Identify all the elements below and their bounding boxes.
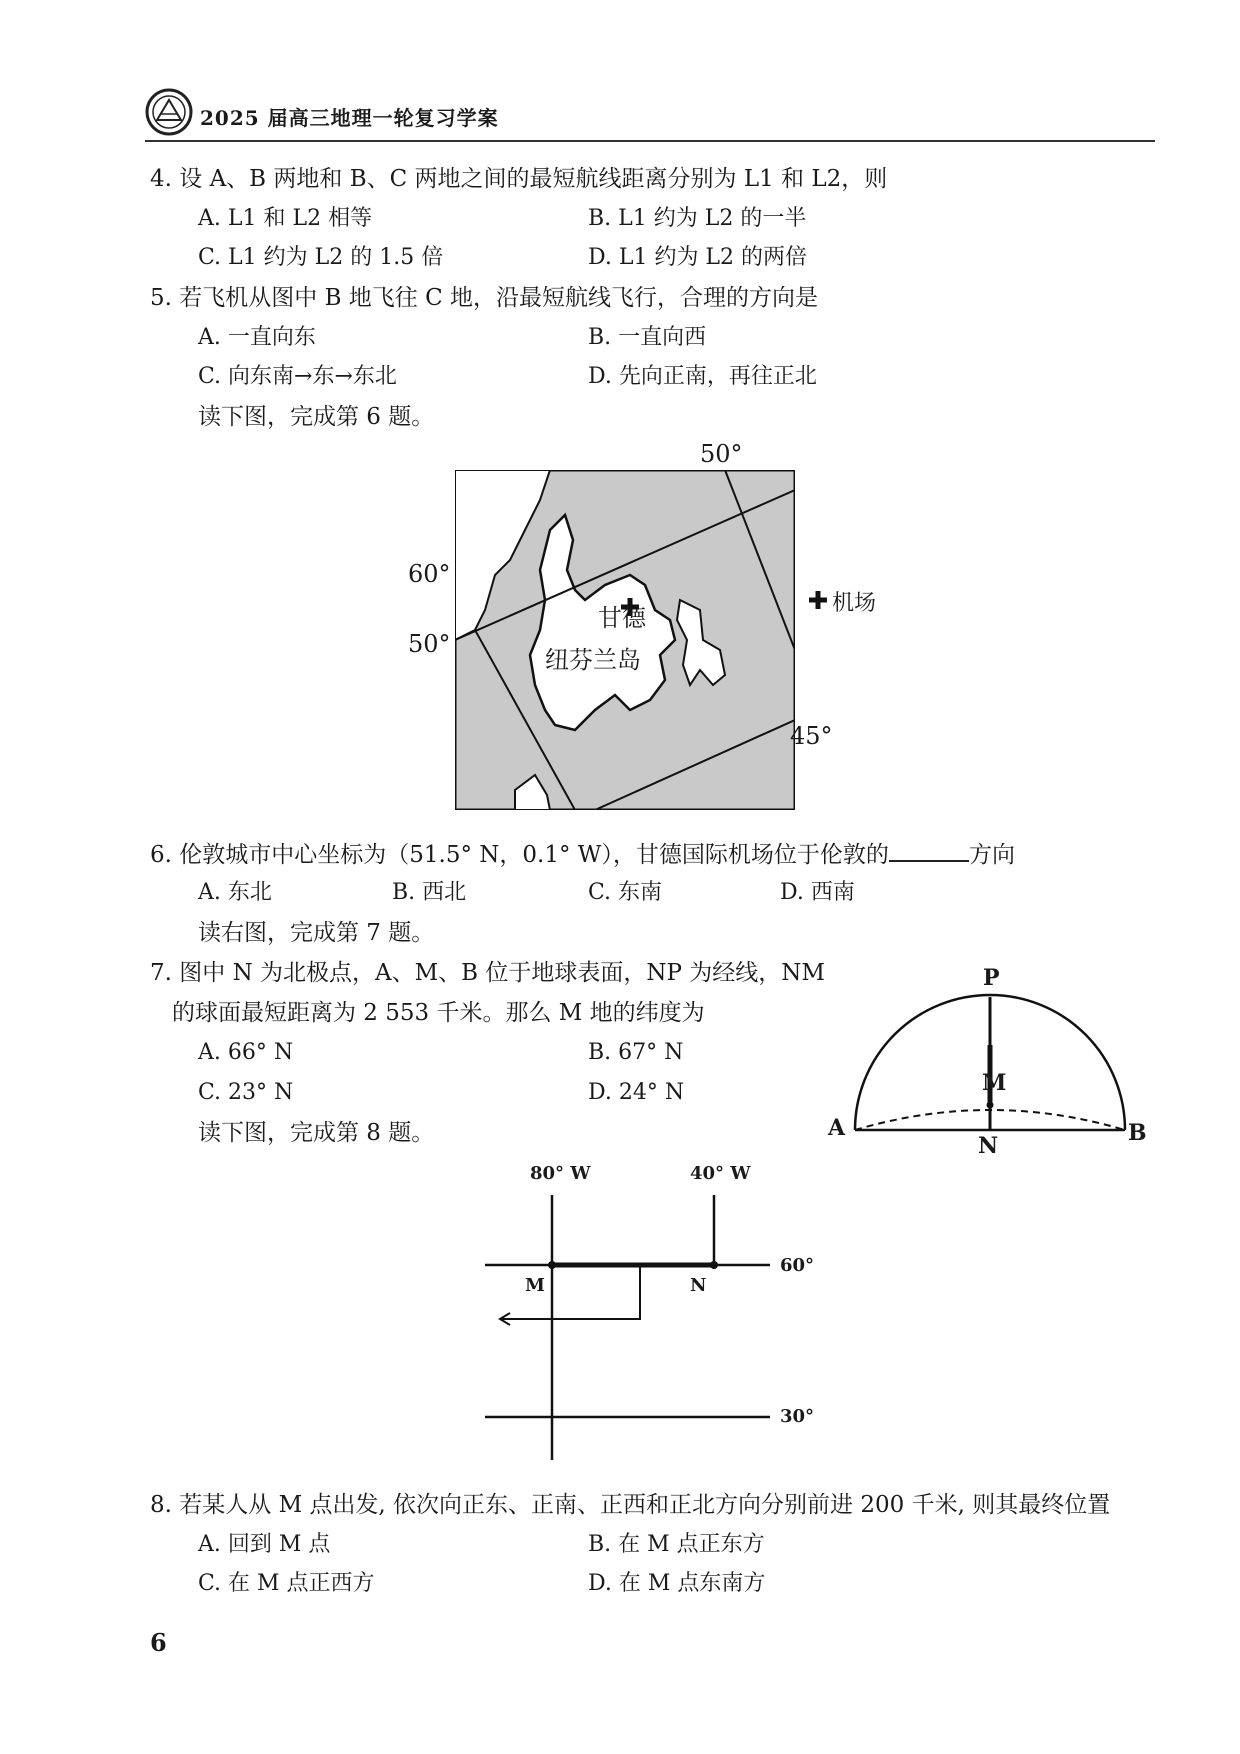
fig7-label-m: M (982, 1070, 1007, 1096)
question-4-option-b: B. L1 约为 L2 的一半 (588, 206, 807, 231)
question-4-option-c: C. L1 约为 L2 的 1.5 倍 (198, 245, 444, 270)
question-6-option-d: D. 西南 (780, 880, 855, 905)
grid-route-diagram (480, 1185, 800, 1465)
legend-airport-label: 机场 (832, 591, 877, 616)
question-8-option-d: D. 在 M 点东南方 (588, 1571, 766, 1596)
read-instruction-7: 读右图，完成第 7 题。 (198, 920, 435, 946)
legend-airport-icon (808, 590, 828, 610)
question-8-option-b: B. 在 M 点正东方 (588, 1532, 765, 1557)
fig8-lat-label-30: 30° (780, 1406, 815, 1427)
page-number: 6 (150, 1628, 167, 1657)
question-7-option-a: A. 66° N (198, 1040, 294, 1065)
question-6-option-a: A. 东北 (198, 880, 272, 905)
question-5-option-c: C. 向东南→东→东北 (198, 364, 397, 389)
question-5-stem: 5. 若飞机从图中 B 地飞往 C 地，沿最短航线飞行，合理的方向是 (150, 285, 818, 311)
question-6-stem-before: 6. 伦敦城市中心坐标为（51.5° N，0.1° W），甘德国际机场位于伦敦的 (150, 842, 889, 868)
question-8-stem: 8. 若某人从 M 点出发, 依次向正东、正南、正西和正北方向分别前进 200 千米, 则其最终位置 (150, 1492, 1111, 1518)
question-7-option-d: D. 24° N (588, 1080, 685, 1105)
map-lon-label-50: 50° (700, 440, 743, 468)
fig7-label-b: B (1128, 1120, 1147, 1146)
fig7-label-n: N (978, 1133, 999, 1159)
question-8-option-a: A. 回到 M 点 (198, 1532, 331, 1557)
question-5-option-d: D. 先向正南，再往正北 (588, 364, 817, 389)
question-7-option-c: C. 23° N (198, 1080, 294, 1105)
question-6-blank (889, 838, 969, 862)
read-instruction-6: 读下图，完成第 6 题。 (198, 404, 435, 430)
fig8-point-m: M (525, 1275, 545, 1296)
question-4-option-d: D. L1 约为 L2 的两倍 (588, 245, 808, 270)
question-8-option-c: C. 在 M 点正西方 (198, 1571, 375, 1596)
question-6-stem-after: 方向 (968, 842, 1015, 868)
question-6-option-c: C. 东南 (588, 880, 663, 905)
fig8-point-n: N (690, 1275, 707, 1296)
fig8-lon-label-80w: 80° W (530, 1163, 591, 1184)
fig8-lon-label-40w: 40° W (690, 1163, 751, 1184)
question-6-stem (150, 838, 1015, 870)
question-4-stem: 4. 设 A、B 两地和 B、C 两地之间的最短航线距离分别为 L1 和 L2，则 (150, 166, 888, 192)
question-5-option-b: B. 一直向西 (588, 325, 707, 350)
fig7-label-a: A (828, 1115, 846, 1141)
question-7-stem-line2: 的球面最短距离为 2 553 千米。那么 M 地的纬度为 (172, 1000, 705, 1026)
question-6-option-b: B. 西北 (392, 880, 467, 905)
read-instruction-8: 读下图，完成第 8 题。 (198, 1120, 435, 1146)
fig7-label-p: P (983, 965, 1000, 991)
header-rule (145, 140, 1155, 142)
map-lat-label-45: 45° (790, 722, 833, 750)
fig8-lat-label-60: 60° (780, 1255, 815, 1276)
hemisphere-diagram (840, 985, 1140, 1140)
header-title: 2025 届高三地理一轮复习学案 (200, 106, 499, 130)
question-4-option-a: A. L1 和 L2 相等 (198, 206, 373, 231)
map-lat-label-60: 60° (408, 560, 451, 588)
question-7-option-b: B. 67° N (588, 1040, 684, 1065)
question-7-stem-line1: 7. 图中 N 为北极点，A、M、B 位于地球表面，NP 为经线，NM (150, 960, 825, 986)
school-logo-icon (145, 88, 193, 136)
map-lat-label-50: 50° (408, 630, 451, 658)
map-island-label: 纽芬兰岛 (545, 646, 641, 674)
map-city-label: 甘德 (598, 604, 646, 632)
question-5-option-a: A. 一直向东 (198, 325, 316, 350)
